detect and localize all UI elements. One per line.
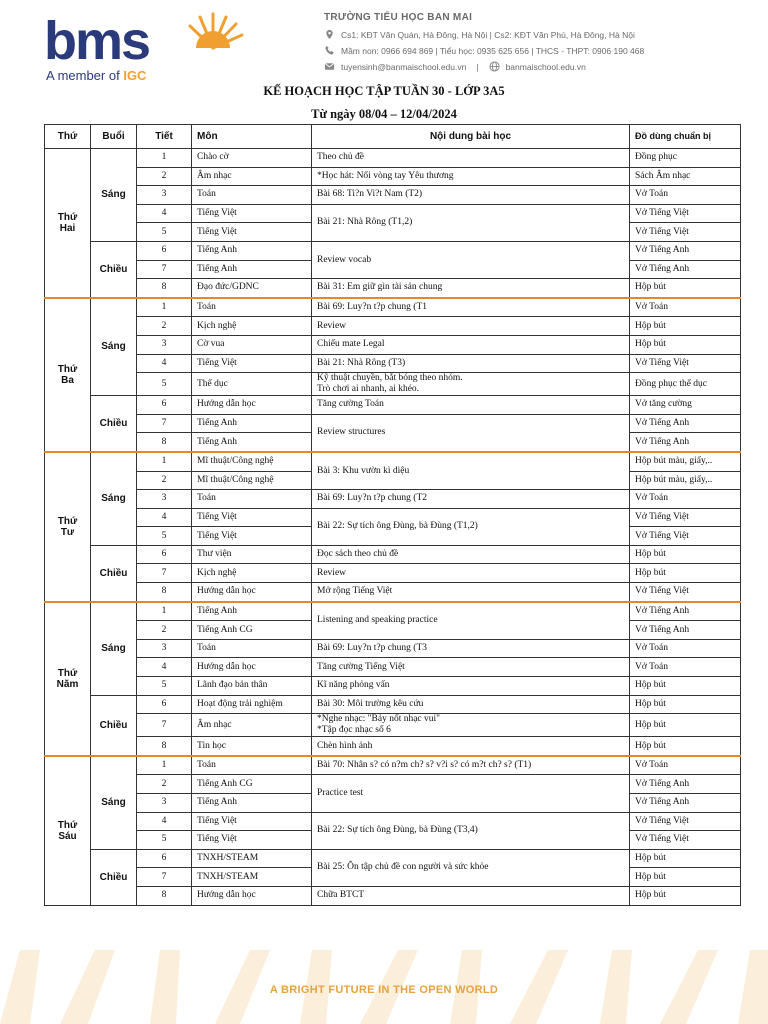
subject-cell: Tiếng Việt [192,812,312,831]
period-cell: 8 [137,737,192,756]
subject-cell: Kịch nghệ [192,317,312,336]
content-cell: Review structures [312,414,630,452]
table-row [45,186,741,205]
period-cell: 1 [137,602,192,621]
subject-cell: Tiếng Anh [192,241,312,260]
subject-cell: Tiếng Việt [192,204,312,223]
subject-cell: Kịch nghệ [192,564,312,583]
table-row [45,849,741,868]
period-cell: 4 [137,354,192,373]
period-cell: 3 [137,335,192,354]
subject-cell: Hướng dẫn học [192,396,312,415]
subject-cell: Tiếng Anh [192,414,312,433]
subject-cell: Tiếng Anh [192,433,312,452]
subject-cell: Mĩ thuật/Công nghệ [192,471,312,490]
contact-row: tuyensinh@banmaischool.edu.vn | banmaischool.edu.vn [324,61,744,72]
table-row [45,545,741,564]
subject-cell: Tin học [192,737,312,756]
content-cell: Bài 70: Nhân s? có n?m ch? s? v?i s? có m?t ch? s? (T1) [312,756,630,775]
session-cell: Chiều [91,545,137,601]
materials-cell: Vở Tiếng Việt [630,812,741,831]
period-cell: 1 [137,298,192,317]
day-cell: Thứ Năm [45,602,91,756]
materials-cell: Sách Âm nhạc [630,167,741,186]
table-header-row [45,125,741,149]
period-cell: 6 [137,695,192,714]
footer-ray-decoration [0,930,768,1024]
table-row [45,452,741,471]
period-cell: 2 [137,167,192,186]
period-cell: 1 [137,756,192,775]
school-website[interactable]: banmaischool.edu.vn [505,61,586,72]
materials-cell: Vở Tiếng Anh [630,775,741,794]
materials-cell: Vở Tiếng Việt [630,204,741,223]
day-cell: Thứ Hai [45,149,91,298]
table-row [45,775,741,794]
weekly-plan-table [44,124,741,906]
content-cell: Mở rộng Tiếng Việt [312,583,630,602]
table-row [45,812,741,831]
period-cell: 7 [137,564,192,583]
content-cell: Bài 22: Sự tích ông Đùng, bà Đùng (T3,4) [312,812,630,849]
content-cell: Chữa BTCT [312,886,630,905]
subject-cell: Tiếng Anh [192,260,312,279]
period-cell: 8 [137,886,192,905]
period-cell: 6 [137,849,192,868]
session-cell: Sáng [91,756,137,849]
content-cell: Đọc sách theo chủ đề [312,545,630,564]
materials-cell: Hộp bút [630,849,741,868]
subject-cell: Thể dục [192,373,312,396]
content-cell: *Nghe nhạc: "Bảy nốt nhạc vui" *Tập đọc nhạc số 6 [312,714,630,737]
table-row [45,583,741,602]
footer-pattern [0,930,768,1024]
period-cell: 5 [137,223,192,242]
materials-cell: Vở Toán [630,490,741,509]
content-cell: Review [312,564,630,583]
materials-cell: Hộp bút [630,737,741,756]
materials-cell: Vở Toán [630,756,741,775]
session-cell: Chiều [91,695,137,756]
school-phones: Mầm non: 0966 694 869 | Tiểu học: 0935 625 656 | THCS - THPT: 0906 190 468 [341,45,645,56]
content-cell: Review vocab [312,241,630,278]
session-cell: Sáng [91,602,137,695]
table-row [45,658,741,677]
sun-icon [182,8,244,70]
period-cell: 7 [137,414,192,433]
materials-cell: Hộp bút [630,335,741,354]
table-row [45,677,741,696]
period-cell: 4 [137,812,192,831]
address-row [324,29,744,40]
period-cell: 1 [137,149,192,168]
table-row [45,714,741,737]
phone-row [324,45,744,56]
materials-cell: Vở Tiếng Việt [630,354,741,373]
page-header [0,0,768,90]
school-name: TRƯỜNG TIỂU HỌC BAN MAI [324,12,473,23]
content-cell: Bài 25: Ôn tập chủ đề con người và sức khỏe [312,849,630,886]
subject-cell: Lãnh đạo bản thân [192,677,312,696]
plan-date-range: Từ ngày 08/04 – 12/04/2024 [311,107,457,121]
subject-cell: Tiếng Anh CG [192,775,312,794]
table-row [45,204,741,223]
subject-cell: Cờ vua [192,335,312,354]
table-row [45,564,741,583]
col-header-subject: Môn [192,125,312,149]
logo-wordmark: bms [44,11,150,71]
content-cell: Bài 21: Nhà Rông (T1,2) [312,204,630,241]
subject-cell: TNXH/STEAM [192,849,312,868]
col-header-session: Buổi [91,125,137,149]
materials-cell: Vở Tiếng Việt [630,527,741,546]
period-cell: 3 [137,490,192,509]
table-row [45,241,741,260]
materials-cell: Hộp bút [630,695,741,714]
period-cell: 7 [137,260,192,279]
col-header-materials: Đồ dùng chuẩn bị [630,125,741,149]
content-cell: Tăng cường Tiếng Việt [312,658,630,677]
table-row [45,490,741,509]
materials-cell: Hộp bút [630,279,741,298]
subject-cell: Toán [192,490,312,509]
table-row [45,317,741,336]
materials-cell: Hộp bút [630,564,741,583]
content-cell: Bài 69: Luy?n t?p chung (T3 [312,639,630,658]
subject-cell: Toán [192,186,312,205]
content-cell: Theo chủ đề [312,149,630,168]
table-row [45,695,741,714]
location-pin-icon [324,29,335,40]
subject-cell: Tiếng Việt [192,508,312,527]
day-cell: Thứ Sáu [45,756,91,905]
subject-cell: Tiếng Việt [192,527,312,546]
materials-cell: Vở Tiếng Anh [630,241,741,260]
footer-slogan: A BRIGHT FUTURE IN THE OPEN WORLD [269,984,499,996]
session-cell: Sáng [91,298,137,396]
materials-cell: Vở Tiếng Anh [630,414,741,433]
table-row [45,335,741,354]
content-cell: *Học hát: Nối vòng tay Yêu thương [312,167,630,186]
materials-cell: Vở Tiếng Việt [630,831,741,850]
period-cell: 7 [137,714,192,737]
materials-cell: Vở Toán [630,298,741,317]
period-cell: 5 [137,831,192,850]
period-cell: 7 [137,868,192,887]
subject-cell: Toán [192,298,312,317]
period-cell: 8 [137,433,192,452]
period-cell: 6 [137,396,192,415]
content-cell: Bài 22: Sự tích ông Đùng, bà Đùng (T1,2) [312,508,630,545]
materials-cell: Vở Tiếng Anh [630,433,741,452]
day-cell: Thứ Tư [45,452,91,602]
materials-cell: Vở Tiếng Việt [630,508,741,527]
content-cell: Bài 69: Luy?n t?p chung (T1 [312,298,630,317]
subject-cell: Tiếng Việt [192,223,312,242]
period-cell: 6 [137,545,192,564]
content-cell: Listening and speaking practice [312,602,630,640]
table-row [45,886,741,905]
materials-cell: Vở Tiếng Anh [630,621,741,640]
materials-cell: Vở Tiếng Anh [630,602,741,621]
content-cell: Bài 3: Khu vườn kì diệu [312,452,630,490]
period-cell: 1 [137,452,192,471]
table-row [45,396,741,415]
session-cell: Sáng [91,452,137,545]
content-cell: Bài 31: Em giữ gìn tài sản chung [312,279,630,298]
period-cell: 2 [137,317,192,336]
subject-cell: Âm nhạc [192,167,312,186]
materials-cell: Hộp bút màu, giấy,.. [630,452,741,471]
materials-cell: Đồng phục [630,149,741,168]
materials-cell: Vở Toán [630,639,741,658]
subject-cell: Thư viện [192,545,312,564]
subject-cell: Hướng dẫn học [192,886,312,905]
materials-cell: Hộp bút [630,317,741,336]
period-cell: 6 [137,241,192,260]
subject-cell: Chào cờ [192,149,312,168]
period-cell: 4 [137,658,192,677]
period-cell: 3 [137,186,192,205]
materials-cell: Vở Tiếng Việt [630,223,741,242]
materials-cell: Vở Tiếng Anh [630,794,741,813]
content-cell: Chiếu mate Legal [312,335,630,354]
period-cell: 5 [137,677,192,696]
content-cell: Practice test [312,775,630,812]
period-cell: 2 [137,621,192,640]
day-cell: Thứ Ba [45,298,91,452]
subject-cell: Hướng dẫn học [192,583,312,602]
table-row [45,737,741,756]
content-cell: Chèn hình ảnh [312,737,630,756]
materials-cell: Hộp bút [630,677,741,696]
materials-cell: Vở Tiếng Việt [630,583,741,602]
period-cell: 8 [137,583,192,602]
table-row [45,167,741,186]
subject-cell: Toán [192,756,312,775]
table-body [45,149,741,906]
materials-cell: Vở tăng cường [630,396,741,415]
email-icon [324,61,335,72]
content-cell: Bài 30: Môi trường kêu cứu [312,695,630,714]
subject-cell: Âm nhạc [192,714,312,737]
period-cell: 5 [137,373,192,396]
materials-cell: Hộp bút [630,545,741,564]
session-cell: Chiều [91,241,137,297]
period-cell: 4 [137,508,192,527]
subject-cell: Tiếng Anh [192,794,312,813]
content-cell: Review [312,317,630,336]
bms-logo [44,8,214,86]
table-row [45,414,741,433]
school-info [324,12,744,77]
globe-icon [489,61,500,72]
subject-cell: Toán [192,639,312,658]
period-cell: 5 [137,527,192,546]
content-cell: Bài 21: Nhà Rông (T3) [312,354,630,373]
materials-cell: Hộp bút màu, giấy,.. [630,471,741,490]
plan-title: KẾ HOẠCH HỌC TẬP TUẦN 30 - LỚP 3A5 [263,84,505,98]
school-address: Cs1: KĐT Văn Quán, Hà Đông, Hà Nội | Cs2: KĐT Văn Phú, Hà Đông, Hà Nội [341,29,635,40]
content-cell: Kĩ năng phỏng vấn [312,677,630,696]
materials-cell: Vở Toán [630,658,741,677]
subject-cell: Tiếng Việt [192,831,312,850]
table-row [45,354,741,373]
session-cell: Chiều [91,849,137,905]
materials-cell: Hộp bút [630,868,741,887]
period-cell: 4 [137,204,192,223]
subject-cell: Tiếng Anh CG [192,621,312,640]
period-cell: 3 [137,794,192,813]
subject-cell: Mĩ thuật/Công nghệ [192,452,312,471]
table-row [45,149,741,168]
materials-cell: Hộp bút [630,886,741,905]
content-cell: Kỹ thuật chuyền, bắt bóng theo nhóm. Trò chơi ai nhanh, ai khéo. [312,373,630,396]
col-header-content: Nội dung bài học [312,125,630,149]
session-cell: Sáng [91,149,137,242]
table-row [45,639,741,658]
subject-cell: Hướng dẫn học [192,658,312,677]
subject-cell: Tiếng Việt [192,354,312,373]
col-header-period: Tiết [137,125,192,149]
table-row [45,298,741,317]
table-row [45,279,741,298]
subject-cell: Đạo đức/GDNC [192,279,312,298]
period-cell: 2 [137,775,192,794]
table-row [45,508,741,527]
period-cell: 2 [137,471,192,490]
period-cell: 8 [137,279,192,298]
school-email[interactable]: tuyensinh@banmaischool.edu.vn [341,61,467,72]
period-cell: 3 [137,639,192,658]
subject-cell: TNXH/STEAM [192,868,312,887]
phone-icon [324,45,335,56]
materials-cell: Vở Tiếng Anh [630,260,741,279]
materials-cell: Hộp bút [630,714,741,737]
table-row [45,602,741,621]
member-tagline: A member of IGC [46,68,147,83]
content-cell: Tăng cường Toán [312,396,630,415]
col-header-day: Thứ [45,125,91,149]
content-cell: Bài 69: Luy?n t?p chung (T2 [312,490,630,509]
materials-cell: Đồng phục thể dục [630,373,741,396]
content-cell: Bài 68: Ti?n Vi?t Nam (T2) [312,186,630,205]
table-row [45,373,741,396]
table-row [45,756,741,775]
session-cell: Chiều [91,396,137,452]
subject-cell: Tiếng Anh [192,602,312,621]
subject-cell: Hoạt động trải nghiệm [192,695,312,714]
materials-cell: Vở Toán [630,186,741,205]
